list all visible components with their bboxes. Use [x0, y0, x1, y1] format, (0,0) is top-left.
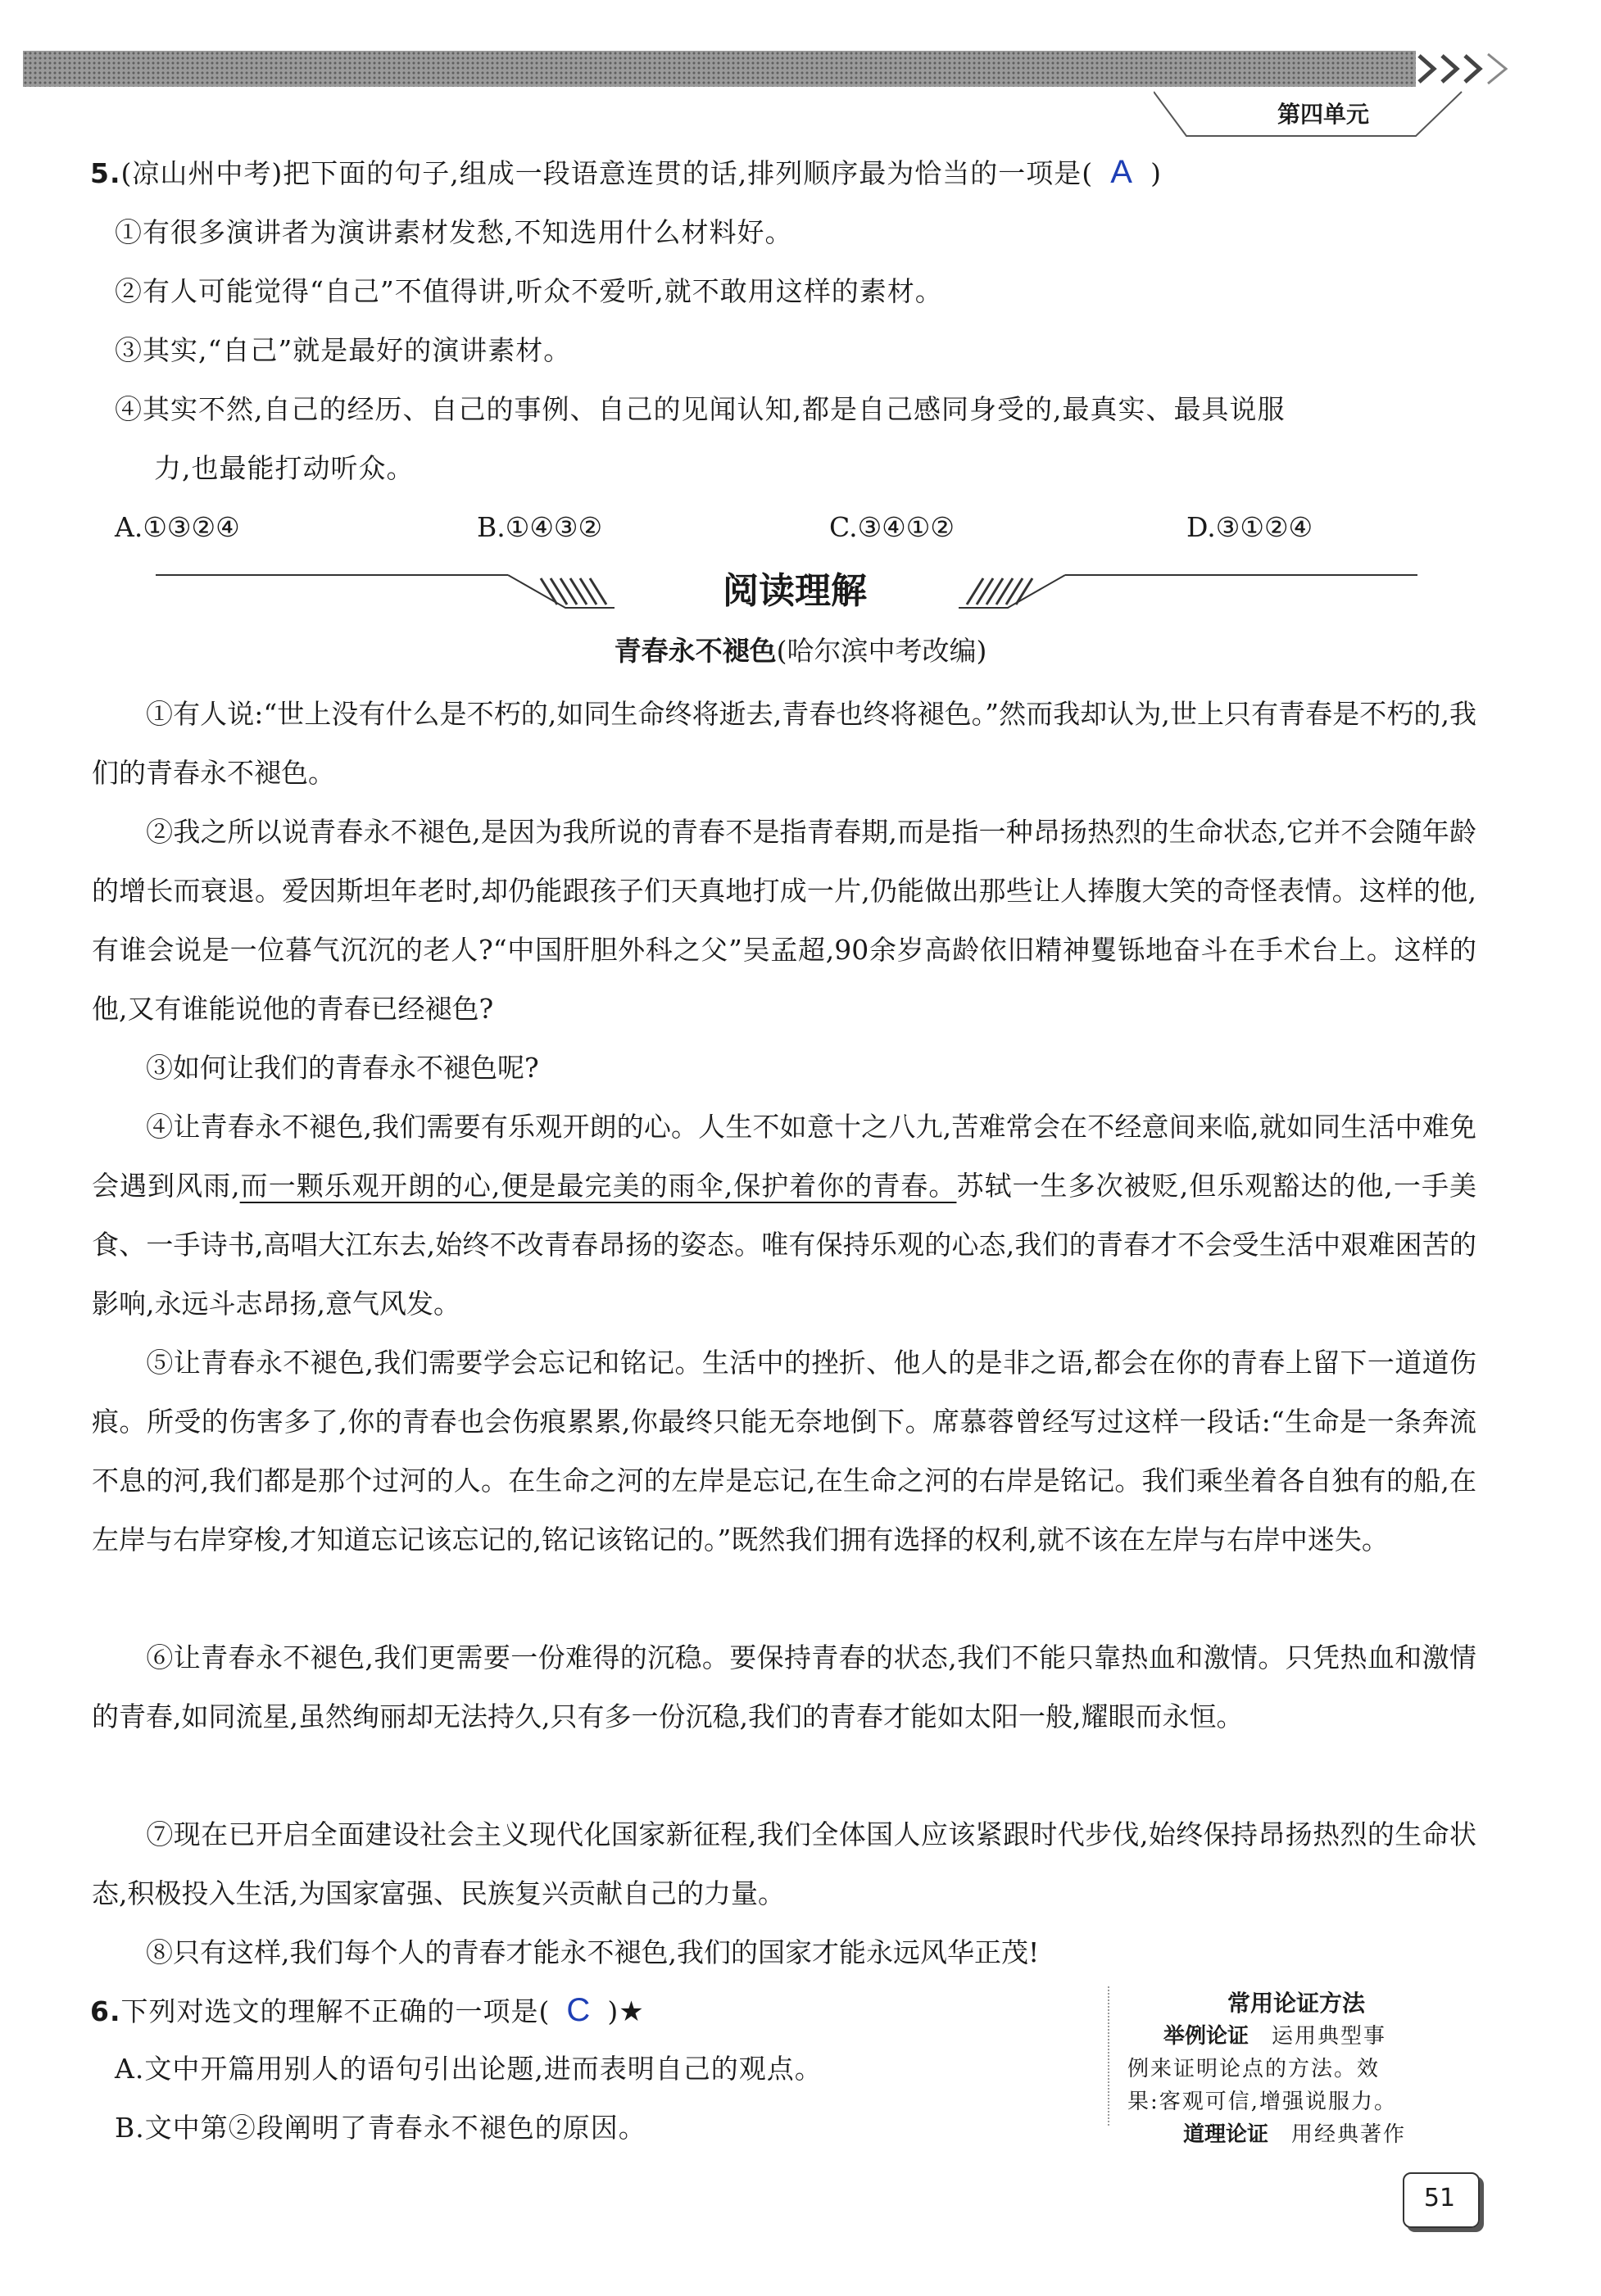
- q5-stem-close: ): [1150, 157, 1162, 189]
- paragraph-2: [92, 803, 1476, 1039]
- q6-option-a: A.文中开篇用别人的语句引出论题,进而表明自己的观点。: [115, 2053, 823, 2085]
- q5-option-d: D.③①②④: [1186, 511, 1313, 543]
- side-note-line-4: [1127, 2118, 1480, 2151]
- side-note-line-2: 例来证明论点的方法。效: [1127, 2057, 1381, 2081]
- paragraph-7: [92, 1805, 1476, 1923]
- side-note-title: 常用论证方法: [1227, 1990, 1365, 2017]
- chevron-arrows-icon: [1411, 46, 1526, 92]
- side-note-line-1: [1127, 2020, 1480, 2053]
- q6-stem-text: 下列对选文的理解不正确的一项是(: [120, 1995, 551, 2027]
- paragraph-1-text: ①有人说:“世上没有什么是不朽的,如同生命终将逝去,青春也终将褪色。”然而我却认为,世上只有青春是不朽的,我们的青春永不褪色。: [92, 698, 1476, 789]
- paragraph-7-text: ⑦现在已开启全面建设社会主义现代化国家新征程,我们全体国人应该紧跟时代步伐,始终保持昂扬热烈的生命状态,积极投入生活,为国家富强、民族复兴贡献自己的力量。: [92, 1818, 1476, 1909]
- side-note-text-4: 用经典著作: [1291, 2122, 1407, 2147]
- paragraph-6: [92, 1628, 1476, 1746]
- paragraph-4-text-a: ④让青春永不褪色,我们需要有乐观开朗的心。人生不如意十之八九,苦难常会在不经意间来临,就如同生活中难免会遇到风雨,: [92, 1111, 1476, 1202]
- paragraph-8: [92, 1923, 1476, 1982]
- side-note-text-1: 运用典型事: [1272, 2024, 1387, 2049]
- q6-stem: [90, 1992, 645, 2030]
- side-note-term-2: 道理论证: [1183, 2122, 1269, 2147]
- passage-title: 青春永不褪色: [614, 635, 777, 667]
- section-title: 阅读理解: [723, 570, 867, 612]
- q5-stem-text: (凉山州中考)把下面的句子,组成一段语意连贯的话,排列顺序最为恰当的一项是(: [120, 157, 1094, 189]
- paragraph-5-text: ⑤让青春永不褪色,我们需要学会忘记和铭记。生活中的挫折、他人的是非之语,都会在你的青春上留下一道道伤痕。所受的伤害多了,你的青春也会伤痕累累,你最终只能无奈地倒下。席慕蓉曾经写过这样一段话:“生命是一条奔流不息的河,我们都是那个过河的人。在生命之河的左岸是忘记,在生命之河的右岸是铭记。我们乘坐着各自独有的船,在左岸与右岸穿梭,才知道忘记该忘记的,铭记该铭记的。”既然我们拥有选择的权利,就不该在左岸与右岸中迷失。: [92, 1347, 1476, 1556]
- paragraph-4-text-b: 苏轼一生多次被贬,但乐观豁达的他,一手美食、一手诗书,高唱大江东去,始终不改青春昂扬的姿态。唯有保持乐观的心态,我们的青春才不会受生活中艰难困苦的影响,永远斗志昂扬,意气风发。: [92, 1170, 1476, 1320]
- q5-option-b: B.①④③②: [477, 511, 603, 543]
- difficulty-star-icon: ★: [619, 1995, 645, 2028]
- unit-label: 第四单元: [1277, 101, 1369, 128]
- passage-source: (哈尔滨中考改编): [776, 635, 987, 667]
- q6-stem-close: ): [607, 1995, 619, 2027]
- paragraph-4: [92, 1098, 1476, 1334]
- side-note-term-1: 举例论证: [1163, 2024, 1250, 2049]
- side-note-line-3: 果:客观可信,增强说服力。: [1127, 2090, 1398, 2114]
- q5-option-c: C.③④①②: [829, 511, 955, 543]
- page-number: 51: [1423, 2184, 1456, 2212]
- paragraph-8-text: ⑧只有这样,我们每个人的青春才能永不褪色,我们的国家才能永远风华正茂!: [146, 1936, 1040, 1968]
- q5-stem: [90, 154, 1162, 192]
- q5-sentence-2: ②有人可能觉得“自己”不值得讲,听众不爱听,就不敢用这样的素材。: [115, 275, 943, 307]
- q5-sentence-3: ③其实,“自己”就是最好的演讲素材。: [115, 334, 572, 366]
- passage-heading: [0, 632, 1601, 670]
- paragraph-1: [92, 685, 1476, 803]
- q5-sentence-1: ①有很多演讲者为演讲素材发愁,不知选用什么材料好。: [115, 216, 793, 248]
- q5-answer: A: [1110, 154, 1133, 190]
- q6-option-b: B.文中第②段阐明了青春永不褪色的原因。: [115, 2112, 646, 2144]
- q6-answer: C: [566, 1992, 592, 2028]
- paragraph-6-text: ⑥让青春永不褪色,我们更需要一份难得的沉稳。要保持青春的状态,我们不能只靠热血和激情。只凭热血和激情的青春,如同流星,虽然绚丽却无法持久,只有多一份沉稳,我们的青春才能如太阳一般,耀眼而永恒。: [92, 1642, 1476, 1732]
- q5-option-a: A.①③②④: [115, 511, 240, 543]
- paragraph-3: [92, 1039, 1476, 1098]
- paragraph-2-text: ②我之所以说青春永不褪色,是因为我所说的青春不是指青春期,而是指一种昂扬热烈的生命状态,它并不会随年龄的增长而衰退。爱因斯坦年老时,却仍能跟孩子们天真地打成一片,仍能做出那些让人捧腹大笑的奇怪表情。这样的他,有谁会说是一位暮气沉沉的老人?“中国肝胆外科之父”吴孟超,90余岁高龄依旧精神矍铄地奋斗在手术台上。这样的他,又有谁能说他的青春已经褪色?: [92, 816, 1476, 1025]
- q5-number: 5.: [90, 157, 121, 189]
- q6-number: 6.: [90, 1995, 121, 2027]
- header-bar: [23, 51, 1416, 87]
- q5-sentence-4: ④其实不然,自己的经历、自己的事例、自己的见闻认知,都是自己感同身受的,最真实、最具说服: [115, 393, 1286, 425]
- q5-sentence-4-cont: 力,也最能打动听众。: [154, 452, 415, 484]
- paragraph-3-text: ③如何让我们的青春永不褪色呢?: [146, 1052, 539, 1084]
- paragraph-5: [92, 1334, 1476, 1569]
- paragraph-4-underlined: 而一颗乐观开朗的心,便是最完美的雨伞,保护着你的青春。: [239, 1170, 957, 1202]
